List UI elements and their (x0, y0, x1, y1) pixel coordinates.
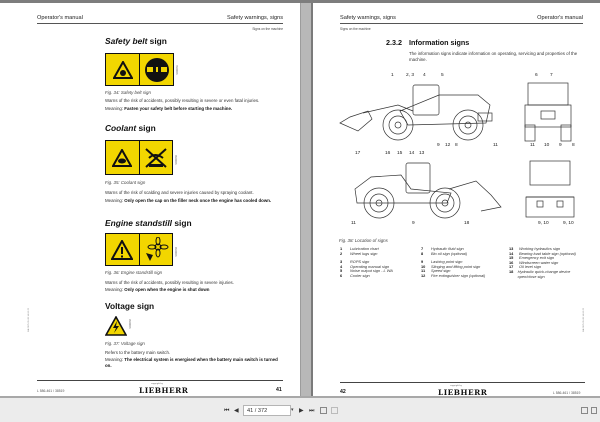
header-right: Safety warnings, signs (227, 15, 283, 21)
callout: 8 (572, 143, 575, 148)
callout: 6 (535, 73, 538, 78)
sign-code: S000762 (175, 155, 178, 165)
page-number-input[interactable]: 41 / 372 (243, 405, 291, 416)
page-41 (0, 3, 300, 396)
section-title-voltage: Voltage sign (105, 301, 155, 311)
loader-side-view-left (338, 81, 513, 143)
meaning-text: Meaning: Fasten your safety belt before starting the machine. (105, 106, 233, 111)
two-page-view-icon[interactable] (591, 407, 597, 414)
callout: 17 (355, 151, 361, 156)
no-open-hot-cap-icon (140, 141, 173, 174)
warning-triangle-icon (106, 54, 140, 85)
loader-rear-view (523, 81, 573, 143)
callout: 11 (493, 143, 498, 148)
warning-text: Warns of the risk of accidents, possibly resulting in severe injuries. (105, 280, 234, 285)
figure-caption: Fig. 37: Voltage sign (105, 341, 145, 346)
warning-text: Warns of the risk of scalding and severe injuries caused by spraying coolant. (105, 190, 254, 195)
legend-column-3: 13 Working hydraulics sign 14 Bearing load table sign (optional) 15 Emergency exit sign 16 Windscreen water sign 17 Oil level sign 18 Hydraulic quick-change device open/close sign (509, 246, 576, 279)
scalding-warning-icon (106, 141, 140, 174)
figure-caption: Fig. 34: Safety belt sign (105, 90, 151, 95)
sign-code: S000764 (129, 319, 132, 329)
sign-code: S000761 (176, 65, 179, 75)
liebherr-logo: LIEBHERR (139, 386, 189, 395)
single-page-view-icon[interactable] (581, 407, 588, 414)
callout: 10 (544, 143, 550, 148)
section-number: 2.3.2 (386, 38, 402, 47)
figure-caption: Fig. 38: Location of signs (339, 238, 388, 243)
seat-belt-icon (140, 54, 173, 85)
prev-page-button[interactable]: ◀ (234, 408, 239, 414)
loader-front-view (525, 159, 575, 221)
callout: 16 (385, 151, 391, 156)
document-side-code: BA 2025-05-08 14:00:22 (28, 308, 30, 332)
callout: 11 (530, 143, 535, 148)
first-page-button[interactable]: ⏮ (224, 408, 230, 414)
legend-column-1: 1 Lubrication chart 2 Wheel lugs sign 3 ROPS sign 4 Operating manual sign 5 Noise output sign - L WA 6 Cooler sign (340, 246, 393, 278)
meaning-text: Meaning: Only open when the engine is shut down (105, 287, 210, 292)
header-rule (37, 23, 283, 24)
callout: 18 (464, 221, 470, 226)
engine-standstill-sign-image (105, 233, 173, 266)
figure-caption: Fig. 35: Coolant sign (105, 180, 146, 185)
callout: 13 (419, 151, 425, 156)
callout: 4 (423, 73, 426, 78)
callout: 2, 3 (406, 73, 415, 78)
header-rule (340, 23, 583, 24)
intro-text: The information signs indicate information on operating, servicing and properties of the machine. (409, 51, 578, 62)
document-side-code: BA 2025-05-08 14:00:22 (583, 308, 585, 332)
page-42 (313, 3, 600, 396)
logo-copyright: copyright by (151, 383, 163, 385)
callout: 9 (559, 143, 562, 148)
section-title-safety-belt: Safety belt sign (105, 36, 167, 46)
loader-sign-location-diagram (313, 71, 600, 231)
footer-rule (37, 380, 283, 381)
logo-copyright: copyright by (450, 385, 462, 387)
callout: 7 (550, 73, 553, 78)
last-page-button[interactable]: ⏭ (309, 408, 315, 414)
callout: 11 (351, 221, 356, 226)
callout: 14 (409, 151, 415, 156)
page-gutter (300, 3, 313, 396)
subheader: Signs on the machine (340, 27, 371, 31)
page-number: 41 (276, 387, 282, 393)
callout: 8 (455, 143, 458, 148)
section-title: Information signs (409, 38, 470, 47)
callout: 9 (412, 221, 415, 226)
legend-column-2: 7 Hydraulic fluid sign 8 Bio oil sign (optional) 9 Lashing point sign 10 Slinging and lifting point sign 11 Speed sign 12 Fire extinguisher sign (optional) (421, 246, 486, 278)
callout: 15 (397, 151, 403, 156)
copy-icon[interactable] (320, 407, 327, 414)
footer-doc-id: L 586-461 / 38519 (553, 391, 581, 395)
safety-belt-sign-image (105, 53, 174, 86)
callout: 5 (441, 73, 444, 78)
header-right: Operator's manual (537, 15, 583, 21)
next-page-button[interactable]: ▶ (299, 408, 304, 414)
header-left: Safety warnings, signs (340, 15, 396, 21)
callout: 9, 10 (538, 221, 549, 226)
section-title-coolant: Coolant sign (105, 123, 156, 133)
callout: 9, 10 (563, 221, 574, 226)
coolant-sign-image (105, 140, 173, 175)
callout: 1 (391, 73, 394, 78)
sign-code: S000763 (175, 247, 178, 257)
subheader: Signs on the machine (252, 27, 283, 31)
page-dropdown-button[interactable]: ▾ (291, 407, 294, 413)
callout: 9 (437, 143, 440, 148)
warning-text: Warns of the risk of accidents, possibly resulting in severe or even fatal injuries. (105, 98, 260, 103)
footer-rule (340, 382, 585, 383)
meaning-text: Meaning: Only open the cap on the filler neck once the engine has cooled down. (105, 198, 272, 203)
page-number: 42 (340, 389, 346, 395)
warning-exclamation-icon (106, 234, 140, 265)
header-left: Operator's manual (37, 15, 83, 21)
figure-caption: Fig. 36: Engine standstill sign (105, 270, 163, 275)
loader-side-view-right (351, 159, 506, 221)
high-voltage-icon (105, 316, 127, 341)
rotating-fan-icon (140, 234, 173, 265)
paste-icon[interactable] (331, 407, 338, 414)
section-title-engine-standstill: Engine standstill sign (105, 218, 192, 228)
callout: 12 (445, 143, 451, 148)
viewer-toolbar (0, 396, 600, 422)
liebherr-logo: LIEBHERR (438, 388, 488, 396)
meaning-text: Meaning: The electrical system is energised when the battery main switch is turned on. (105, 357, 278, 368)
warning-text: Refers to the battery main switch. (105, 350, 171, 355)
footer-doc-id: L 586-461 / 38519 (37, 389, 65, 393)
